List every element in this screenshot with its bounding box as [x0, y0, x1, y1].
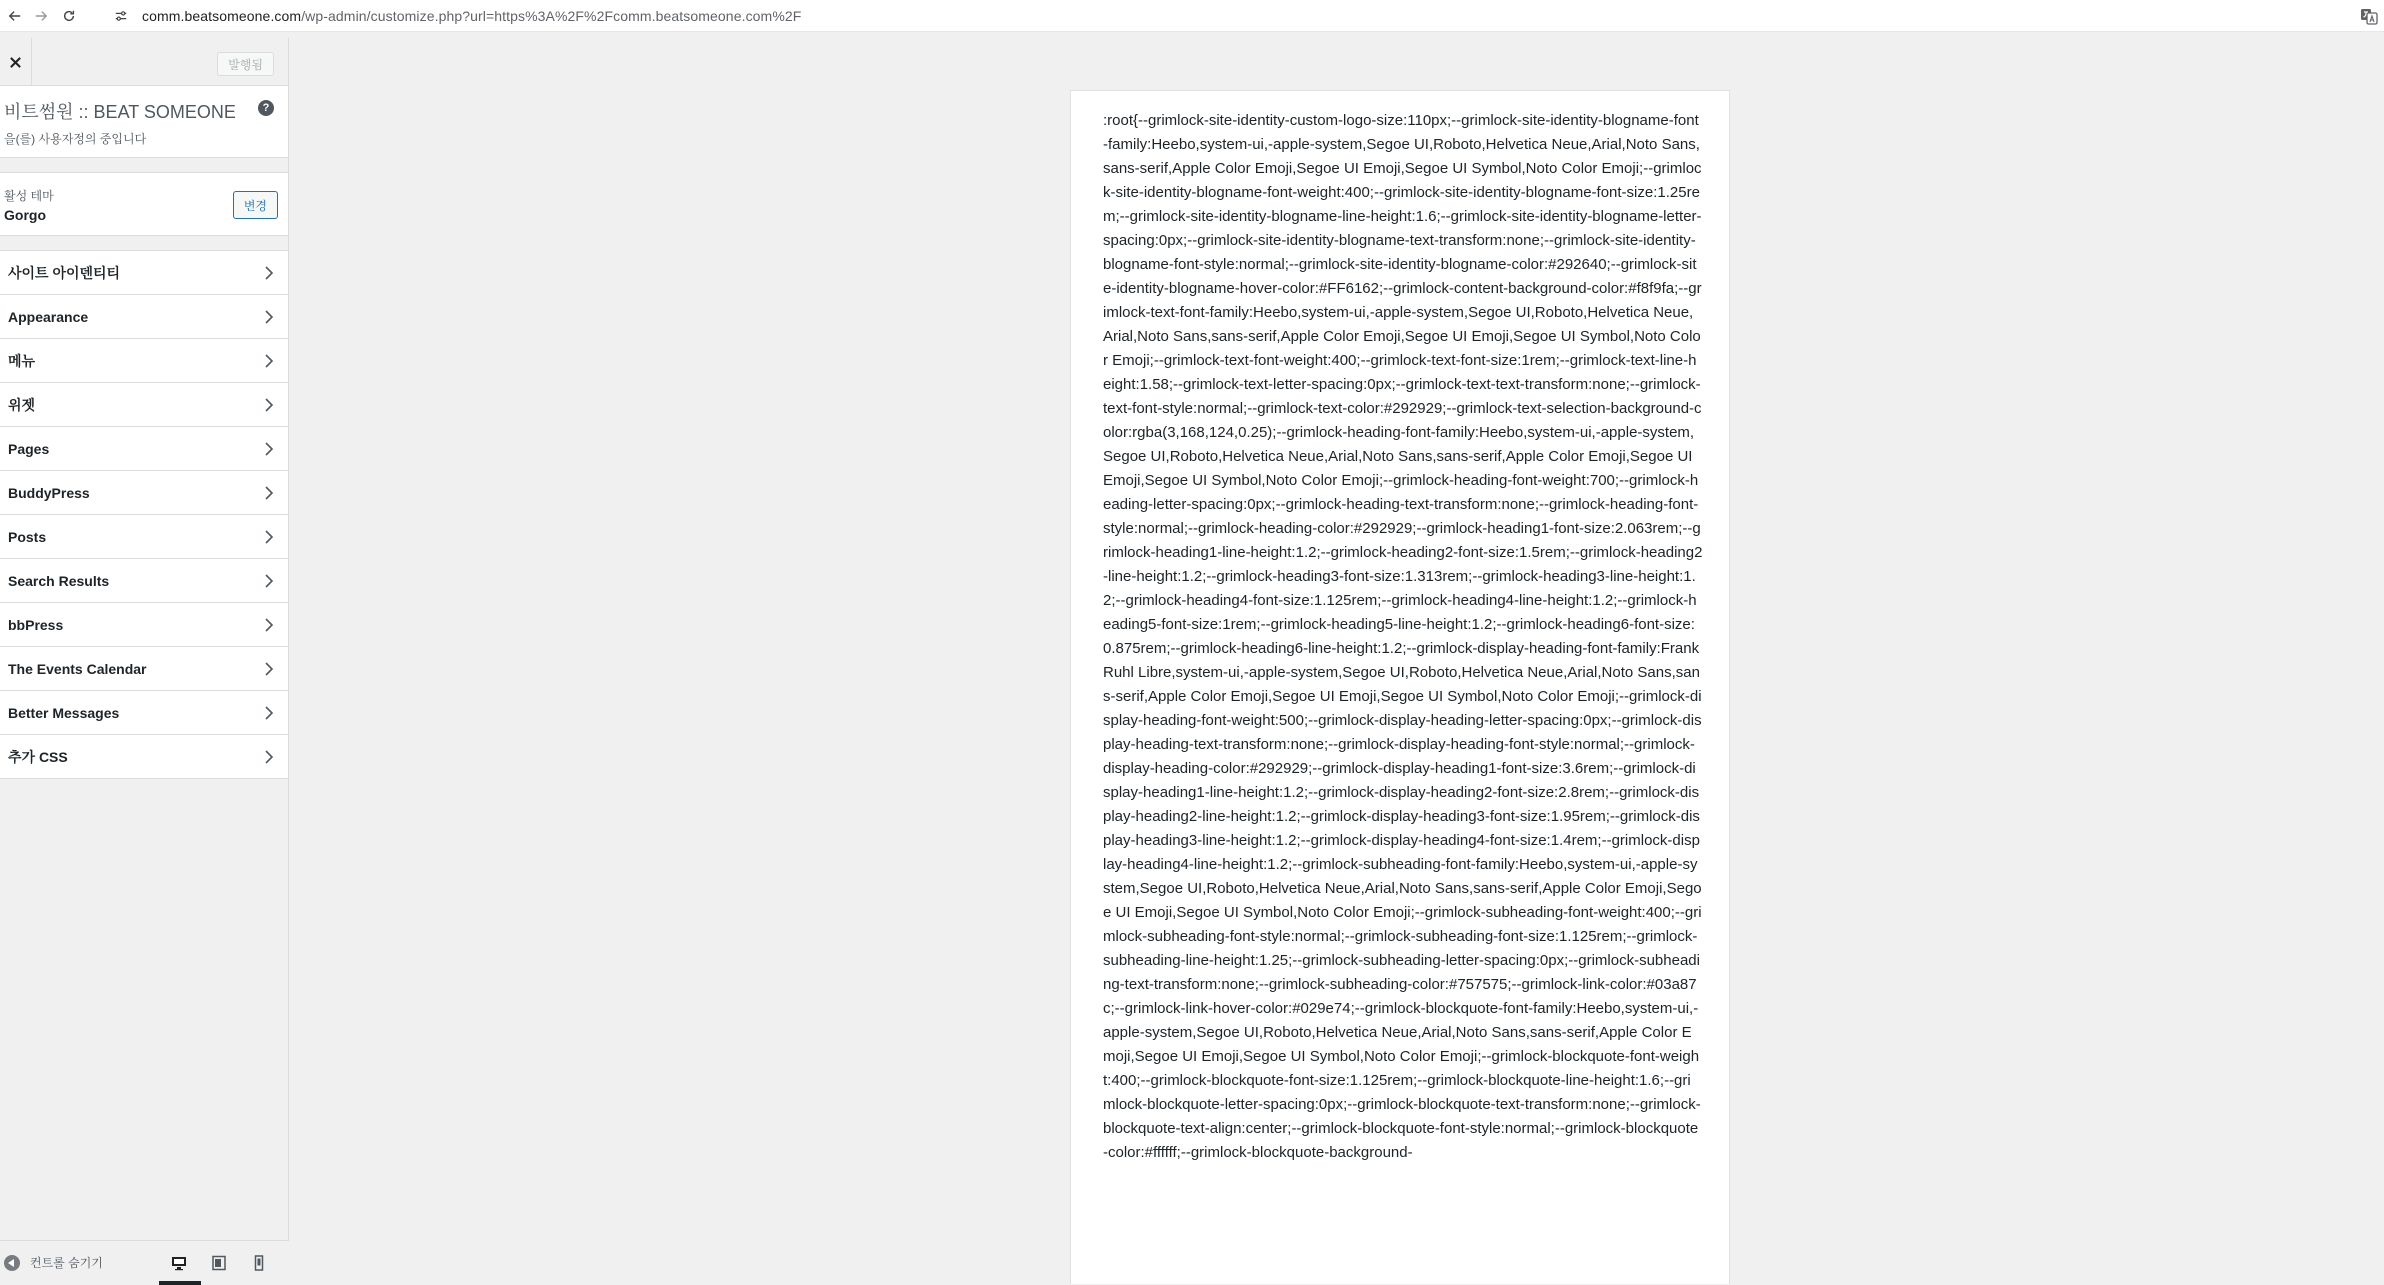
css-output-box	[1070, 90, 1730, 1284]
url-path: /wp-admin/customize.php?url=https%3A%2F%2Fcomm.beatsomeone.com%2F	[301, 8, 802, 24]
tablet-icon	[211, 1255, 227, 1271]
chevron-right-icon	[264, 354, 274, 368]
section-label: 메뉴	[8, 352, 36, 369]
section-label: bbPress	[8, 616, 64, 633]
section-appearance[interactable]	[0, 295, 288, 339]
preview-frame	[290, 38, 2384, 1284]
site-subtitle: 을(를) 사용자정의 중입니다	[4, 132, 147, 146]
arrow-left-icon	[8, 9, 22, 23]
mobile-preview-button[interactable]	[239, 1241, 279, 1285]
forward-button[interactable]	[26, 1, 56, 31]
url-text	[142, 8, 801, 24]
theme-label: 활성 테마	[4, 189, 54, 203]
device-switcher	[159, 1241, 279, 1285]
section-menus[interactable]	[0, 339, 288, 383]
css-text: :root{--grimlock-site-identity-custom-logo-size:110px;--grimlock-site-identity-blogname-font-family:Heebo,system-ui,-apple-system,Segoe UI,Roboto,Helvetica Neue,Arial,Noto Sans,sans-serif,Apple Color Emoji,Segoe UI Emoji,Segoe UI Symbol,Noto Color Emoji;--grimlock-site-identity-blogname-font-weight:400;--grimlock-site-identity-blogname-font-size:1.25rem;--grimlock-site-identity-blogname-line-height:1.6;--grimlock-site-identity-blogname-letter-spacing:0px;--grimlock-site-identity-blogname-text-transform:none;--grimlock-site-identity-blogname-font-style:normal;--grimlock-site-identity-blogname-color:#292640;--grimlock-site-identity-blogname-hover-color:#FF6162;--grimlock-content-background-color:#f8f9fa;--grimlock-text-font-family:Heebo,system-ui,-apple-system,Segoe UI,Roboto,Helvetica Neue,Arial,Noto Sans,sans-serif,Apple Color Emoji,Segoe UI Emoji,Segoe UI Symbol,Noto Color Emoji;--grimlock-text-font-weight:400;--grimlock-text-font-size:1rem;--grimlock-text-line-height:1.58;--grimlock-text-letter-spacing:0px;--grimlock-text-text-transform:none;--grimlock-text-font-style:normal;--grimlock-text-color:#292929;--grimlock-text-selection-background-color:rgba(3,168,124,0.25);--grimlock-heading-font-family:Heebo,system-ui,-apple-system,Segoe UI,Roboto,Helvetica Neue,Arial,Noto Sans,sans-serif,Apple Color Emoji,Segoe UI Emoji,Segoe UI Symbol,Noto Color Emoji;--grimlock-heading-font-weight:700;--grimlock-heading-letter-spacing:0px;--grimlock-heading-text-transform:none;--grimlock-heading-font-style:normal;--grimlock-heading-color:#292929;--grimlock-heading1-font-size:2.063rem;--grimlock-heading1-line-height:1.2;--grimlock-heading2-font-size:1.5rem;--grimlock-heading2-line-height:1.2;--grimlock-heading3-font-size:1.313rem;--grimlock-heading3-line-height:1.2;--grimlock-heading4-font-size:1.125rem;--grimlock-heading4-line-height:1.2;--grimlock-heading5-font-size:1rem;--grimlock-heading5-line-height:1.2;--grimlock-heading6-font-size:0.875rem;--grimlock-heading6-line-height:1.2;--grimlock-display-heading-font-family:Frank Ruhl Libre,system-ui,-apple-system,Segoe UI,Roboto,Helvetica Neue,Arial,Noto Sans,sans-serif,Apple Color Emoji,Segoe UI Emoji,Segoe UI Symbol,Noto Color Emoji;--grimlock-display-heading-font-weight:500;--grimlock-display-heading-letter-spacing:0px;--grimlock-display-heading-text-transform:none;--grimlock-display-heading-font-style:normal;--grimlock-display-heading-color:#292929;--grimlock-display-heading1-font-size:3.6rem;--grimlock-display-heading1-line-height:1.2;--grimlock-display-heading2-font-size:2.8rem;--grimlock-display-heading2-line-height:1.2;--grimlock-display-heading3-font-size:1.95rem;--grimlock-display-heading3-line-height:1.2;--grimlock-display-heading4-font-size:1.4rem;--grimlock-display-heading4-line-height:1.2;--grimlock-subheading-font-family:Heebo,system-ui,-apple-system,Segoe UI,Roboto,Helvetica Neue,Arial,Noto Sans,sans-serif,Apple Color Emoji,Segoe UI Emoji,Segoe UI Symbol,Noto Color Emoji;--grimlock-subheading-font-weight:400;--grimlock-subheading-font-style:normal;--grimlock-subheading-font-size:1.125rem;--grimlock-subheading-line-height:1.25;--grimlock-subheading-letter-spacing:0px;--grimlock-subheading-text-transform:none;--grimlock-subheading-color:#757575;--grimlock-link-color:#03a87c;--grimlock-link-hover-color:#029e74;--grimlock-blockquote-font-family:Heebo,system-ui,-apple-system,Segoe UI,Roboto,Helvetica Neue,Arial,Noto Sans,sans-serif,Apple Color Emoji,Segoe UI Emoji,Segoe UI Symbol,Noto Color Emoji;--grimlock-blockquote-font-weight:400;--grimlock-blockquote-font-size:1.125rem;--grimlock-blockquote-line-height:1.6;--grimlock-blockquote-letter-spacing:0px;--grimlock-blockquote-text-transform:none;--grimlock-blockquote-text-align:center;--grimlock-blockquote-font-style:normal;--grimlock-blockquote-color:#ffffff;--grimlock-blockquote-background-	[1103, 112, 1703, 1161]
reload-icon	[62, 9, 76, 23]
site-info-panel	[0, 86, 288, 158]
chevron-right-icon	[264, 266, 274, 280]
chevron-right-icon	[264, 398, 274, 412]
desktop-icon	[171, 1255, 187, 1271]
tablet-preview-button[interactable]	[199, 1241, 239, 1285]
section-label: Better Messages	[8, 704, 120, 721]
section-label: 사이트 아이덴티티	[8, 264, 121, 281]
section-better-messages[interactable]	[0, 691, 288, 735]
chevron-right-icon	[264, 442, 274, 456]
chevron-right-icon	[264, 574, 274, 588]
chevron-right-icon	[264, 310, 274, 324]
section-label: Posts	[8, 528, 47, 545]
section-label: BuddyPress	[8, 484, 90, 501]
section-events-calendar[interactable]	[0, 647, 288, 691]
customizer-sidebar	[0, 38, 289, 1284]
close-button[interactable]	[0, 38, 32, 86]
change-theme-button[interactable]: 변경	[233, 191, 278, 219]
section-site-identity[interactable]	[0, 251, 288, 295]
active-theme-panel	[0, 172, 288, 236]
theme-name: Gorgo	[4, 207, 46, 223]
chevron-right-icon	[264, 618, 274, 632]
address-bar[interactable]	[112, 4, 2332, 28]
help-icon[interactable]: ?	[258, 100, 274, 116]
section-bbpress[interactable]	[0, 603, 288, 647]
customizer-header	[0, 38, 288, 86]
reload-button[interactable]	[54, 1, 84, 31]
chevron-right-icon	[264, 486, 274, 500]
translate-icon[interactable]	[2360, 7, 2378, 25]
collapse-controls-button[interactable]	[0, 1254, 103, 1271]
section-buddypress[interactable]	[0, 471, 288, 515]
section-list	[0, 250, 288, 779]
section-label: Appearance	[8, 308, 89, 325]
section-label: The Events Calendar	[8, 660, 147, 677]
browser-toolbar	[0, 0, 2384, 32]
section-additional-css[interactable]	[0, 735, 288, 779]
collapse-icon	[4, 1255, 20, 1271]
section-widgets[interactable]	[0, 383, 288, 427]
chevron-right-icon	[264, 706, 274, 720]
customizer-footer	[0, 1240, 289, 1284]
section-posts[interactable]	[0, 515, 288, 559]
site-title: 비트썸원 :: BEAT SOMEONE	[4, 102, 236, 122]
url-host: comm.beatsomeone.com	[142, 8, 302, 24]
section-label: Pages	[8, 440, 50, 457]
chevron-right-icon	[264, 530, 274, 544]
chevron-right-icon	[264, 662, 274, 676]
section-label: 위젯	[8, 396, 36, 413]
section-label: 추가 CSS	[8, 748, 68, 765]
mobile-icon	[251, 1255, 267, 1271]
collapse-label: 컨트롤 숨기기	[30, 1256, 103, 1270]
section-search-results[interactable]	[0, 559, 288, 603]
close-icon	[9, 56, 22, 69]
section-label: Search Results	[8, 572, 110, 589]
section-pages[interactable]	[0, 427, 288, 471]
chevron-right-icon	[264, 750, 274, 764]
site-info-icon[interactable]	[112, 7, 130, 25]
arrow-right-icon	[34, 9, 48, 23]
desktop-preview-button[interactable]	[159, 1241, 199, 1285]
publish-button[interactable]: 발행됨	[217, 52, 274, 76]
